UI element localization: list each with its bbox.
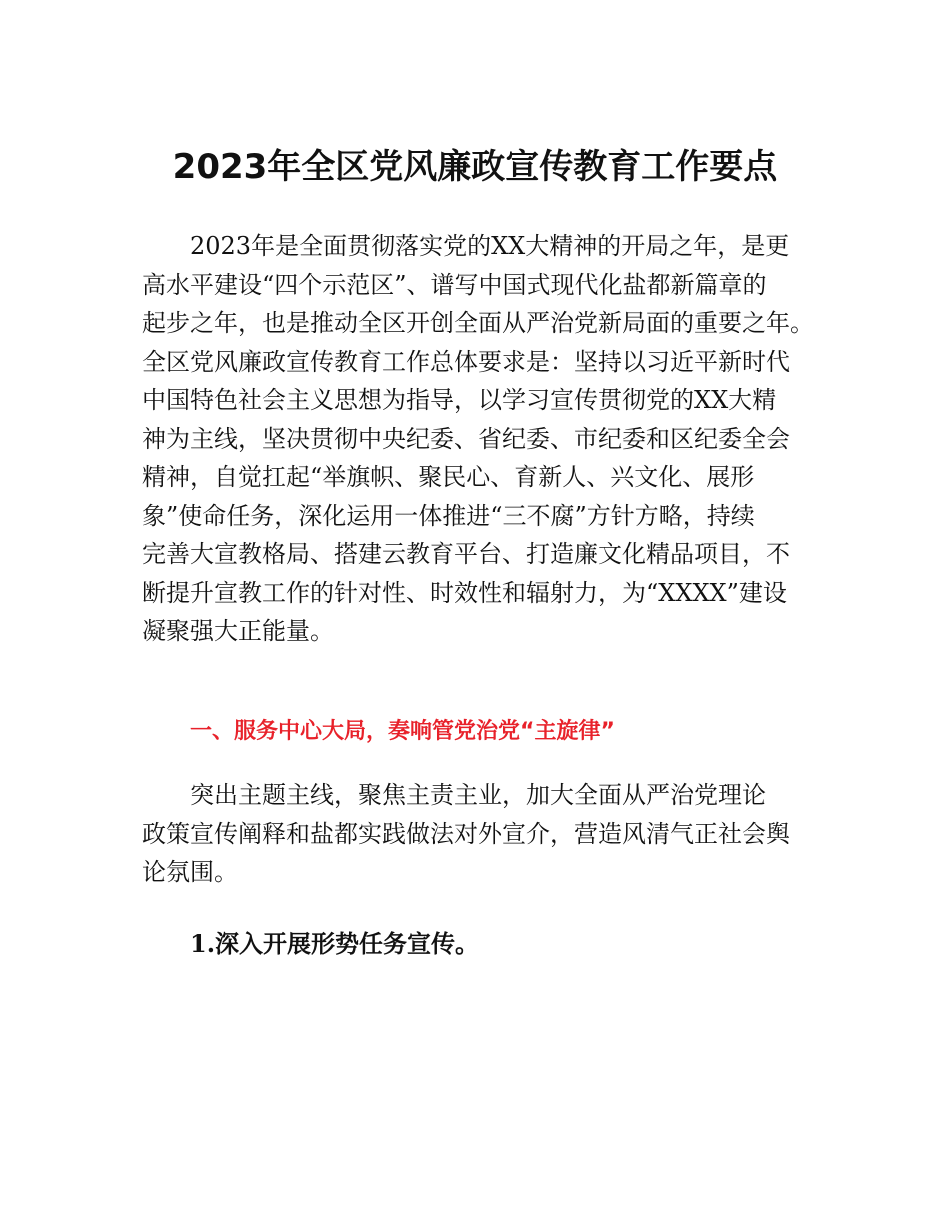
paragraph-line: 突出主题主线，聚焦主责主业，加大全面从严治党理论: [190, 781, 766, 809]
paragraph-line: 2023年是全面贯彻落实党的XX大精神的开局之年，是更: [190, 232, 790, 260]
paragraph-line: 全区党风廉政宣传教育工作总体要求是：坚持以习近平新时代: [142, 347, 790, 376]
paragraph-line: 完善大宣教格局、搭建云教育平台、打造廉文化精品项目，不: [142, 540, 790, 568]
paragraph-line: 高水平建设“四个示范区”、谱写中国式现代化盐都新篇章的: [142, 270, 767, 299]
paragraph-line: 论氛围。: [142, 858, 238, 886]
paragraph-line: 象”使命任务，深化运用一体推进“三不腐”方针方略，持续: [142, 501, 755, 530]
paragraph-line: 断提升宣教工作的针对性、时效性和辐射力，为“XXXX”建设: [142, 578, 787, 607]
paragraph-line: 精神，自觉扛起“举旗帜、聚民心、育新人、兴文化、展形: [142, 463, 755, 491]
paragraph-line: 神为主线，坚决贯彻中央纪委、省纪委、市纪委和区纪委全会: [142, 424, 790, 453]
paragraph-line: 起步之年，也是推动全区开创全面从严治党新局面的重要之年。: [142, 309, 814, 337]
section-heading: 一、服务中心大局，奏响管党治党“主旋律”: [190, 719, 615, 744]
intro-paragraph: [142, 227, 817, 651]
paragraph-line: 政策宣传阐释和盐都实践做法对外宣介，营造风清气正社会舆: [142, 819, 790, 848]
paragraph-line: 凝聚强大正能量。: [142, 617, 334, 645]
document-title: 2023年全区党风廉政宣传教育工作要点: [172, 147, 778, 187]
subsection-heading: 1.深入开展形势任务宣传。: [190, 929, 480, 958]
paragraph-line: 中国特色社会主义思想为指导，以学习宣传贯彻党的XX大精: [142, 386, 777, 414]
section-paragraph: [142, 776, 817, 892]
